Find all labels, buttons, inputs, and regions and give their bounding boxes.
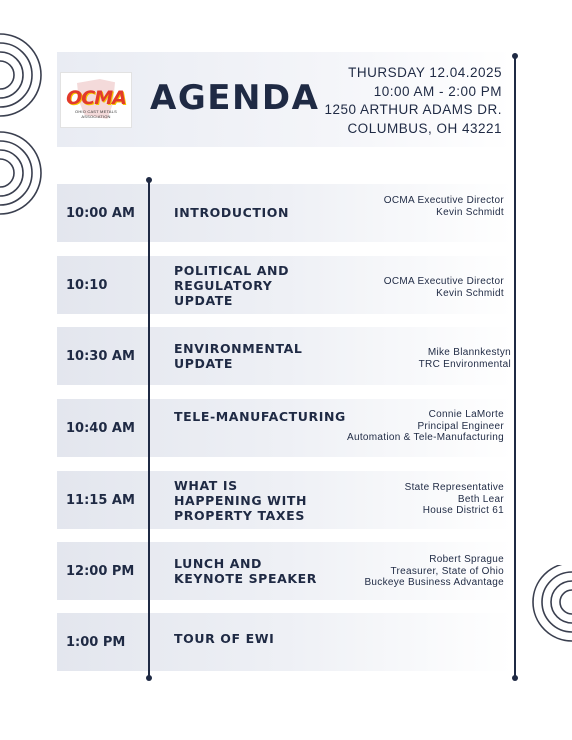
agenda-speaker [405,482,504,517]
agenda-time: 10:30 AM [66,348,135,364]
speaker-line: Robert Sprague [429,554,504,565]
speaker-line: Connie LaMorte [428,409,504,420]
agenda-speaker [419,347,511,370]
agenda-topic: WHAT IS HAPPENING WITH PROPERTY TAXES [174,478,308,523]
agenda-topic: ENVIRONMENTAL UPDATE [174,341,303,371]
agenda-speaker [384,276,504,299]
decorative-circles-top-left [0,25,45,125]
event-date: THURSDAY 12.04.2025 [348,65,502,80]
timeline-line-left [148,180,150,678]
speaker-line: OCMA Executive Director [383,195,504,206]
agenda-row [57,542,512,600]
agenda-time: 10:10 [66,277,108,293]
event-city: COLUMBUS, OH 43221 [347,120,502,136]
speaker-line: Automation & Tele-Manufacturing [347,432,504,443]
agenda-row [57,471,512,529]
page-title: AGENDA [150,78,320,118]
event-time: 10:00 AM - 2:00 PM [373,83,502,99]
agenda-topic: POLITICAL AND REGULATORY UPDATE [174,263,290,308]
speaker-line: Buckeye Business Advantage [364,577,504,588]
speaker-line: Mike Blannkestyn [427,347,511,358]
timeline-dot [146,177,152,183]
decorative-circles-left [0,125,45,225]
logo-wordmark: OCMA [66,87,126,109]
agenda-time: 1:00 PM [66,634,126,650]
agenda-row [57,327,512,385]
agenda-topic: TOUR OF EWI [174,631,275,646]
speaker-line: TRC Environmental [418,358,511,370]
timeline-dot [146,675,152,681]
event-details [324,64,502,138]
agenda-row [57,184,512,242]
ocma-logo [60,72,132,128]
event-address: 1250 ARTHUR ADAMS DR. [324,102,502,117]
agenda-time: 11:15 AM [66,492,135,508]
speaker-line: State Representative [404,482,504,493]
agenda-speaker [364,554,504,589]
speaker-line: House District 61 [422,505,504,516]
decorative-circles-bottom-right [522,565,572,645]
agenda-topic: LUNCH AND KEYNOTE SPEAKER [174,556,318,586]
agenda-speaker [347,409,504,444]
agenda-row [57,613,512,671]
agenda-time: 12:00 PM [66,563,135,579]
timeline-line-right [514,56,516,678]
speaker-line: Kevin Schmidt [436,206,504,218]
agenda-time: 10:00 AM [66,205,135,221]
agenda-time: 10:40 AM [66,420,135,436]
speaker-line: OCMA Executive Director [383,276,504,287]
agenda-speaker [384,195,504,218]
speaker-line: Treasurer, State of Ohio [390,565,504,577]
speaker-line: Principal Engineer [417,420,504,432]
speaker-line: Beth Lear [457,493,504,505]
timeline-dot [512,53,518,59]
agenda-topic: TELE-MANUFACTURING [174,409,346,424]
speaker-line: Kevin Schmidt [436,287,504,299]
agenda-row [57,256,512,314]
logo-tagline: OHIO CAST METALS ASSOCIATION [75,109,117,119]
agenda-topic: INTRODUCTION [174,205,290,220]
timeline-dot [512,675,518,681]
agenda-row [57,399,512,457]
